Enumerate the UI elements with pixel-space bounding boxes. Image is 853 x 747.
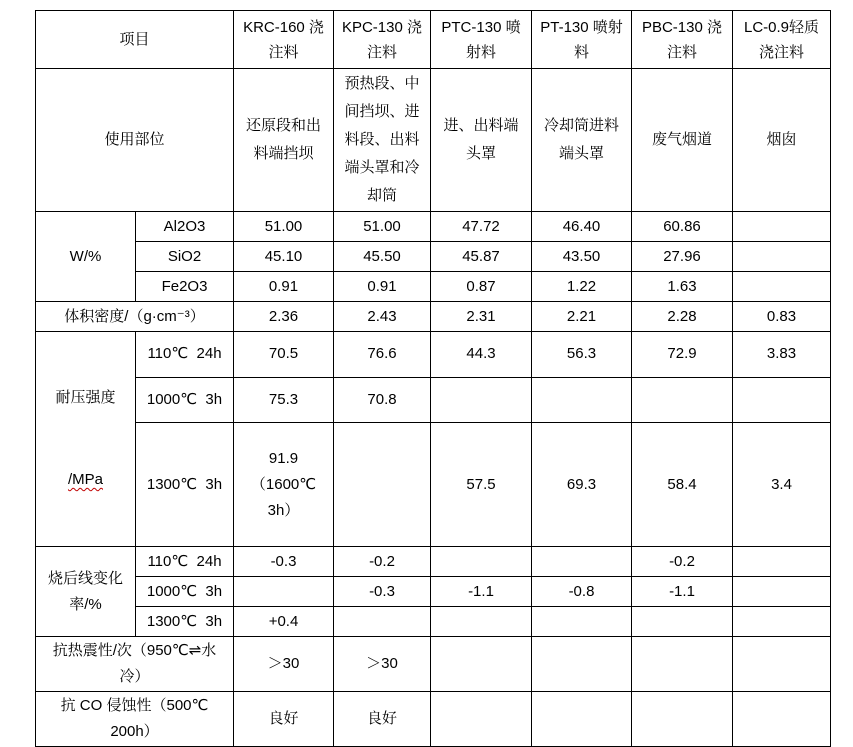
compressive-row-1300c — [36, 423, 831, 547]
linear-change-sublabel-cell: 110℃ 24h — [136, 547, 234, 577]
thermal-shock-value-cell: ＞30 — [234, 637, 334, 692]
linear-change-value-cell: +0.4 — [234, 607, 334, 637]
composition-value-cell: 45.50 — [334, 242, 431, 272]
compressive-group-label: 耐压强度 — [55, 389, 116, 406]
compressive-value-cell — [632, 377, 733, 423]
linear-change-value-cell: -0.3 — [334, 577, 431, 607]
composition-value-cell — [733, 212, 831, 242]
thermal-shock-label-cell: 抗热震性/次（950℃⇌水冷） — [36, 637, 234, 692]
materials-spec-table — [35, 10, 831, 747]
co-resistance-value-cell — [431, 692, 532, 747]
composition-value-cell: 1.63 — [632, 272, 733, 302]
composition-group-cell: W/% — [36, 212, 136, 302]
co-resistance-value-cell — [532, 692, 632, 747]
usage-value-cell: 进、出料端头罩 — [431, 69, 532, 212]
column-header-pt130: PT-130 喷射料 — [532, 11, 632, 69]
compressive-value-cell: 70.5 — [234, 332, 334, 378]
usage-value-cell: 烟囱 — [733, 69, 831, 212]
compressive-row-110c — [36, 332, 831, 378]
composition-row-fe2o3 — [36, 272, 831, 302]
composition-sublabel-cell: Fe2O3 — [136, 272, 234, 302]
compressive-value-cell: 57.5 — [431, 423, 532, 547]
thermal-shock-value-cell — [431, 637, 532, 692]
composition-row-al2o3 — [36, 212, 831, 242]
linear-change-value-cell: -0.2 — [334, 547, 431, 577]
bulk-density-row — [36, 302, 831, 332]
composition-value-cell: 43.50 — [532, 242, 632, 272]
composition-value-cell: 47.72 — [431, 212, 532, 242]
compressive-value-cell: 72.9 — [632, 332, 733, 378]
compressive-value-cell — [733, 377, 831, 423]
composition-value-cell — [733, 272, 831, 302]
composition-value-cell: 51.00 — [234, 212, 334, 242]
linear-change-value-cell — [234, 577, 334, 607]
composition-value-cell: 0.91 — [234, 272, 334, 302]
compressive-sublabel-cell: 110℃ 24h — [136, 332, 234, 378]
materials-spec-table-wrap — [35, 10, 831, 747]
linear-change-value-cell: -1.1 — [632, 577, 733, 607]
bulk-density-value-cell: 2.28 — [632, 302, 733, 332]
column-header-kpc130: KPC-130 浇注料 — [334, 11, 431, 69]
linear-change-value-cell — [431, 547, 532, 577]
compressive-value-cell: 56.3 — [532, 332, 632, 378]
compressive-value-cell: 75.3 — [234, 377, 334, 423]
co-resistance-value-cell — [733, 692, 831, 747]
co-resistance-row — [36, 692, 831, 747]
linear-change-value-cell — [532, 607, 632, 637]
bulk-density-value-cell: 2.43 — [334, 302, 431, 332]
linear-change-value-cell — [733, 547, 831, 577]
composition-sublabel-cell: SiO2 — [136, 242, 234, 272]
composition-value-cell: 45.87 — [431, 242, 532, 272]
composition-sublabel-cell: Al2O3 — [136, 212, 234, 242]
linear-change-value-cell — [733, 607, 831, 637]
column-header-pbc130: PBC-130 浇注料 — [632, 11, 733, 69]
composition-value-cell: 45.10 — [234, 242, 334, 272]
linear-change-value-cell — [334, 607, 431, 637]
compressive-value-cell: 3.83 — [733, 332, 831, 378]
thermal-shock-value-cell — [733, 637, 831, 692]
composition-row-sio2 — [36, 242, 831, 272]
compressive-value-cell: 58.4 — [632, 423, 733, 547]
composition-value-cell: 27.96 — [632, 242, 733, 272]
composition-value-cell — [733, 242, 831, 272]
thermal-shock-value-cell — [632, 637, 733, 692]
co-resistance-value-cell: 良好 — [234, 692, 334, 747]
composition-value-cell: 46.40 — [532, 212, 632, 242]
linear-change-sublabel-cell: 1300℃ 3h — [136, 607, 234, 637]
composition-value-cell: 0.87 — [431, 272, 532, 302]
bulk-density-value-cell: 2.21 — [532, 302, 632, 332]
co-resistance-value-cell: 良好 — [334, 692, 431, 747]
compressive-value-cell: 70.8 — [334, 377, 431, 423]
composition-value-cell: 0.91 — [334, 272, 431, 302]
compressive-row-1000c — [36, 377, 831, 423]
compressive-value-cell: 69.3 — [532, 423, 632, 547]
linear-change-row-1300c — [36, 607, 831, 637]
linear-change-value-cell: -0.8 — [532, 577, 632, 607]
bulk-density-value-cell: 0.83 — [733, 302, 831, 332]
compressive-value-cell: 44.3 — [431, 332, 532, 378]
usage-value-cell: 还原段和出料端挡坝 — [234, 69, 334, 212]
thermal-shock-row — [36, 637, 831, 692]
bulk-density-value-cell: 2.36 — [234, 302, 334, 332]
column-header-lc09: LC-0.9轻质浇注料 — [733, 11, 831, 69]
compressive-value-cell — [532, 377, 632, 423]
compressive-value-cell: 91.9（1600℃ 3h） — [234, 423, 334, 547]
column-header-krc160: KRC-160 浇注料 — [234, 11, 334, 69]
usage-value-cell: 废气烟道 — [632, 69, 733, 212]
compressive-sublabel-cell: 1300℃ 3h — [136, 423, 234, 547]
linear-change-value-cell: -1.1 — [431, 577, 532, 607]
compressive-value-cell: 76.6 — [334, 332, 431, 378]
linear-change-sublabel-cell: 1000℃ 3h — [136, 577, 234, 607]
composition-value-cell: 60.86 — [632, 212, 733, 242]
co-resistance-value-cell — [632, 692, 733, 747]
compressive-value-cell: 3.4 — [733, 423, 831, 547]
linear-change-row-1000c — [36, 577, 831, 607]
linear-change-value-cell — [632, 607, 733, 637]
compressive-value-cell — [334, 423, 431, 547]
bulk-density-label-cell: 体积密度/（g·cm⁻³） — [36, 302, 234, 332]
thermal-shock-value-cell — [532, 637, 632, 692]
linear-change-value-cell — [431, 607, 532, 637]
usage-label-cell: 使用部位 — [36, 69, 234, 212]
compressive-value-cell — [431, 377, 532, 423]
compressive-unit-label: /MPa — [67, 471, 103, 488]
thermal-shock-value-cell: ＞30 — [334, 637, 431, 692]
linear-change-value-cell: -0.3 — [234, 547, 334, 577]
linear-change-value-cell — [532, 547, 632, 577]
linear-change-value-cell: -0.2 — [632, 547, 733, 577]
column-header-item: 项目 — [36, 11, 234, 69]
usage-row — [36, 69, 831, 212]
linear-change-value-cell — [733, 577, 831, 607]
linear-change-group-cell: 烧后线变化率/% — [36, 547, 136, 637]
usage-value-cell: 冷却筒进料端头罩 — [532, 69, 632, 212]
compressive-group-cell — [36, 332, 136, 547]
usage-value-cell: 预热段、中间挡坝、进料段、出料端头罩和冷却筒 — [334, 69, 431, 212]
co-resistance-label-cell: 抗 CO 侵蚀性（500℃ 200h） — [36, 692, 234, 747]
linear-change-row-110c — [36, 547, 831, 577]
bulk-density-value-cell: 2.31 — [431, 302, 532, 332]
column-header-ptc130: PTC-130 喷射料 — [431, 11, 532, 69]
header-row — [36, 11, 831, 69]
composition-value-cell: 51.00 — [334, 212, 431, 242]
composition-value-cell: 1.22 — [532, 272, 632, 302]
compressive-sublabel-cell: 1000℃ 3h — [136, 377, 234, 423]
